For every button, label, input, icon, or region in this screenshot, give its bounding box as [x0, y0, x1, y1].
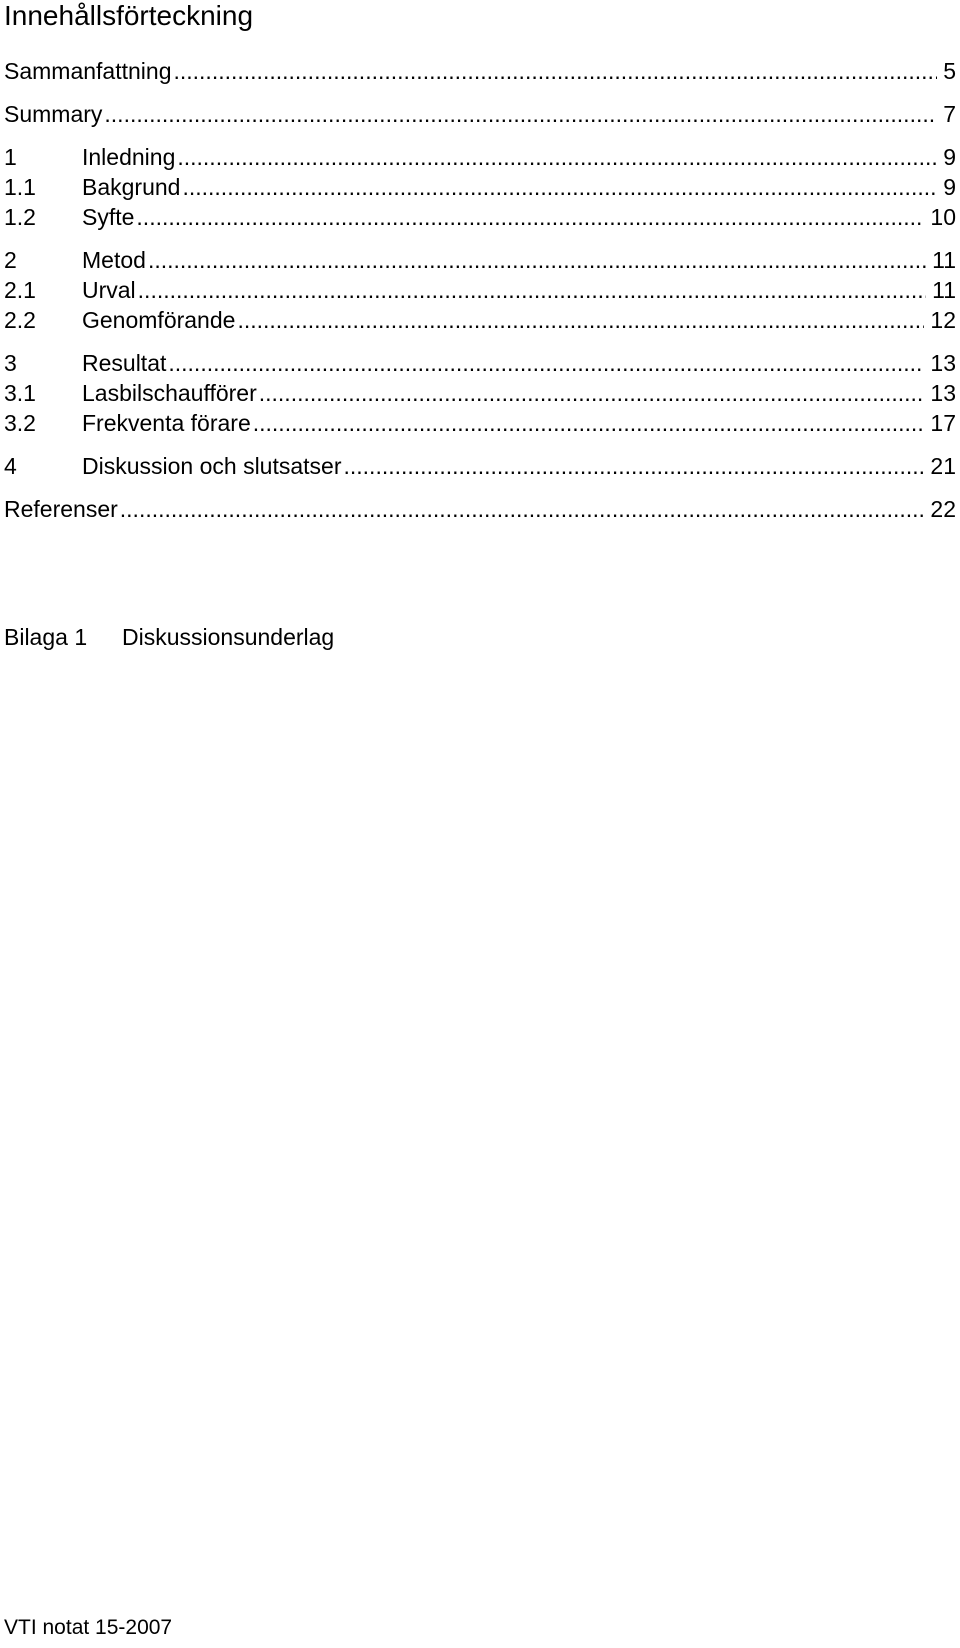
toc-leader-dots [342, 451, 925, 481]
toc-leader-dots [235, 305, 924, 335]
toc-entry-sammanfattning[interactable] [4, 56, 956, 86]
toc-entry-label: Urval [82, 277, 136, 303]
toc-entry-number: 1 [4, 144, 17, 170]
toc-entry-page: 22 [924, 494, 956, 524]
toc-entry-number: 3.1 [4, 380, 36, 406]
toc-entry-referenser[interactable] [4, 494, 956, 524]
toc-entry-label: Inledning [82, 144, 176, 170]
toc-entry-label: Metod [82, 247, 146, 273]
toc-entry-number: 3.2 [4, 410, 36, 436]
toc-entry-label: Diskussion och slutsatser [82, 453, 342, 479]
toc-entry-bakgrund[interactable] [4, 172, 956, 202]
toc-entry-summary[interactable] [4, 99, 956, 129]
toc-leader-dots [136, 275, 926, 305]
toc-entry-page: 13 [924, 348, 956, 378]
toc-leader-dots [251, 408, 925, 438]
toc-leader-dots [180, 172, 937, 202]
toc-entry-lasbilschaufforer[interactable] [4, 378, 956, 408]
toc-entry-page: 11 [926, 275, 956, 305]
toc-entry-main [4, 56, 956, 86]
toc-leader-dots [118, 494, 925, 524]
toc-entry-number: 1.1 [4, 174, 36, 200]
toc-entry-number: 2 [4, 247, 17, 273]
toc-entry-main [82, 348, 956, 378]
toc-entry-main [82, 245, 956, 275]
toc-leader-dots [171, 56, 937, 86]
toc-entry-number: 3 [4, 350, 17, 376]
toc-entry-main [82, 142, 956, 172]
toc-leader-dots [146, 245, 926, 275]
toc-entry-inledning[interactable] [4, 142, 956, 172]
toc-entry-page: 5 [937, 56, 956, 86]
toc-entry-number: 1.2 [4, 204, 36, 230]
toc-entry-metod[interactable] [4, 245, 956, 275]
toc-leader-dots [175, 142, 937, 172]
toc-leader-dots [166, 348, 924, 378]
toc-entry-main [82, 451, 956, 481]
toc-entry-label: Resultat [82, 350, 167, 376]
page-footer: VTI notat 15-2007 [4, 1616, 173, 1639]
toc-entry-genomforande[interactable] [4, 305, 956, 335]
toc-entry-main [82, 275, 956, 305]
toc-entry-page: 11 [926, 245, 956, 275]
toc-entry-page: 17 [924, 408, 956, 438]
toc-entry-label: Frekventa förare [82, 410, 251, 436]
appendix-label: Bilaga 1 [4, 624, 88, 650]
appendix-title: Diskussionsunderlag [122, 624, 335, 650]
toc-entry-number: 2.1 [4, 277, 36, 303]
toc-entry-page: 7 [937, 99, 956, 129]
toc-entry-main [82, 378, 956, 408]
toc-entry-main [82, 305, 956, 335]
toc-entry-label: Summary [4, 101, 103, 127]
toc-leader-dots [102, 99, 937, 129]
toc-entry-label: Genomförande [82, 307, 236, 333]
toc-entry-frekventa-forare[interactable] [4, 408, 956, 438]
toc-entry-page: 9 [937, 172, 956, 202]
toc-entry-label: Referenser [4, 496, 118, 522]
toc-entry-label: Bakgrund [82, 174, 181, 200]
toc-entry-page: 10 [924, 202, 956, 232]
toc-entry-main [82, 202, 956, 232]
toc-entry-main [4, 99, 956, 129]
toc-entry-page: 9 [937, 142, 956, 172]
toc-entry-page: 12 [924, 305, 956, 335]
toc-leader-dots [257, 378, 925, 408]
toc-leader-dots [134, 202, 924, 232]
toc-entry-page: 21 [924, 451, 956, 481]
toc-entry-urval[interactable] [4, 275, 956, 305]
toc-entry-main [82, 408, 956, 438]
toc-entry-label: Lasbilschaufförer [82, 380, 257, 406]
toc-entry-resultat[interactable] [4, 348, 956, 378]
toc-entry-label: Syfte [82, 204, 135, 230]
toc-entry-label: Sammanfattning [4, 58, 172, 84]
toc-entry-number: 2.2 [4, 307, 36, 333]
toc-entry-main [82, 172, 956, 202]
toc-entry-diskussion[interactable] [4, 451, 956, 481]
toc-entry-main [4, 494, 956, 524]
toc-entry-number: 4 [4, 453, 17, 479]
toc-entry-syfte[interactable] [4, 202, 956, 232]
toc-entry-page: 13 [924, 378, 956, 408]
toc-heading: Innehållsförteckning [4, 0, 254, 31]
